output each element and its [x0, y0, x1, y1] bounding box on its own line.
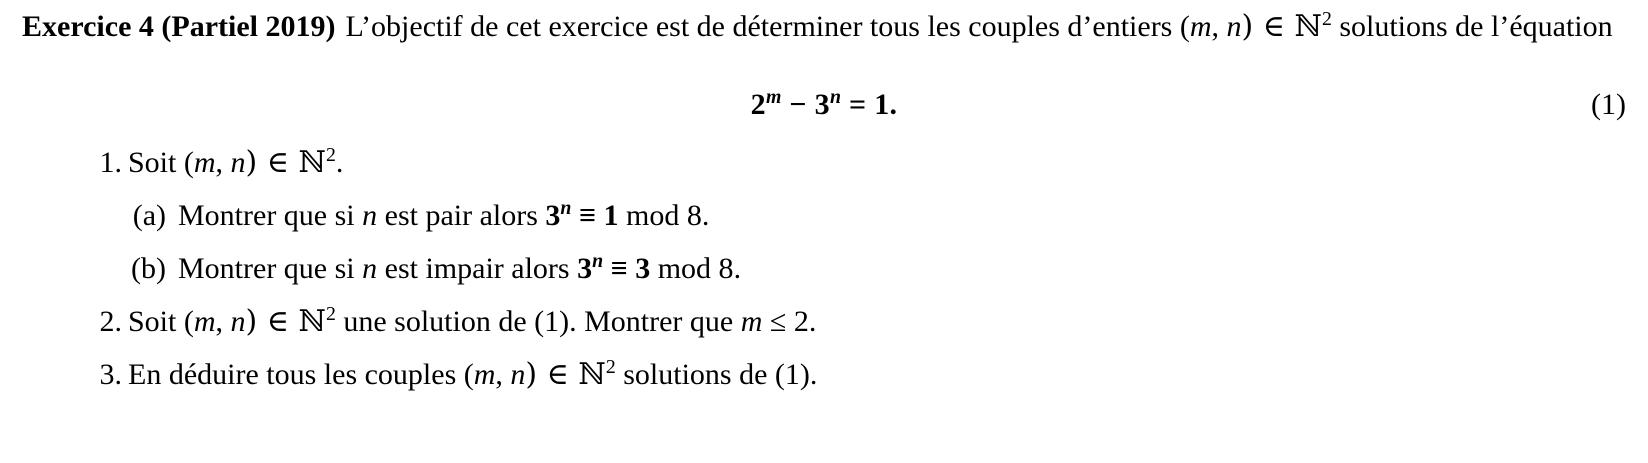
- text-run: ) ∈ ℕ: [525, 357, 606, 392]
- math-exponent: n: [560, 197, 572, 219]
- exercise-intro-paragraph: [22, 6, 1622, 49]
- intro-variable-n: n: [1226, 10, 1242, 43]
- exercise-title: Exercice 4 (Partiel 2019): [22, 10, 336, 43]
- math-variable: m: [740, 305, 763, 338]
- math-expression: 3: [577, 252, 593, 285]
- text-run: ) ∈ ℕ: [245, 145, 326, 180]
- text-run: Montrer que si: [178, 199, 363, 232]
- math-variable: n: [230, 305, 246, 338]
- intro-sentence-tail: solutions de l’équation: [1331, 10, 1613, 43]
- math-variable: n: [230, 146, 246, 179]
- text-run: ≤ 2.: [762, 305, 817, 338]
- equation-right-hand-side: = 1.: [841, 88, 898, 121]
- equation-line: [0, 88, 1648, 134]
- list-item-marker: 1.: [99, 146, 122, 179]
- intro-exponent: 2: [1321, 8, 1332, 30]
- text-run: ,: [215, 305, 231, 338]
- equation-exponent-n: n: [829, 86, 842, 108]
- text-run: .: [701, 199, 710, 232]
- math-expression: 3: [545, 199, 561, 232]
- text-run: une solution de (1). Montrer que: [335, 305, 741, 338]
- math-exponent: 2: [325, 303, 336, 325]
- text-run: est pair alors: [377, 199, 546, 232]
- intro-set-symbol: ) ∈ ℕ: [1241, 9, 1322, 44]
- math-variable: n: [510, 358, 526, 391]
- text-run: .: [335, 146, 344, 179]
- math-variable: m: [193, 146, 216, 179]
- list-item: [0, 303, 1648, 339]
- equation-exponent-m: m: [765, 86, 782, 108]
- text-run: solutions de (1).: [615, 358, 818, 391]
- text-run: Montrer que si: [178, 252, 363, 285]
- text-run: est impair alors: [377, 252, 578, 285]
- text-run: mod 8: [618, 199, 702, 232]
- math-variable: m: [193, 305, 216, 338]
- text-run: ) ∈ ℕ: [245, 304, 326, 339]
- list-item-text: [128, 146, 343, 179]
- intro-comma: ,: [1211, 10, 1227, 43]
- list-item-text: [178, 252, 741, 285]
- equation-base-2: 2: [750, 88, 766, 121]
- question-list: [0, 144, 1648, 413]
- list-item: [0, 356, 1648, 392]
- math-variable: n: [362, 199, 378, 232]
- list-item-marker: (b): [131, 252, 166, 285]
- list-item: [0, 197, 1648, 232]
- equation-base-3: 3: [814, 88, 830, 121]
- math-expression: ≡ 1: [571, 199, 619, 232]
- text-run: ,: [495, 358, 511, 391]
- math-variable: n: [362, 252, 378, 285]
- text-run: Soit (: [128, 146, 194, 179]
- math-exponent: 2: [325, 144, 336, 166]
- math-expression: ≡ 3: [603, 252, 651, 285]
- list-item: [0, 250, 1648, 285]
- equation-number: (1): [1591, 88, 1626, 121]
- intro-variable-m: m: [1189, 10, 1212, 43]
- displayed-equation: [0, 88, 1648, 122]
- list-item-text: [128, 358, 817, 391]
- text-run: ,: [215, 146, 231, 179]
- text-run: En déduire tous les couples (: [128, 358, 474, 391]
- list-item-marker: 2.: [99, 305, 122, 338]
- text-run: .: [733, 252, 742, 285]
- list-item-text: [128, 305, 816, 338]
- list-item-text: [178, 199, 709, 232]
- list-item-marker: (a): [132, 199, 166, 232]
- list-item: [0, 144, 1648, 180]
- intro-sentence-part2: [1180, 10, 1613, 43]
- intro-paren-open: (: [1179, 10, 1190, 43]
- text-run: mod 8: [650, 252, 734, 285]
- intro-sentence-part1: L’objectif de cet exercice est de déterminer tous les couples d’entiers: [345, 10, 1173, 43]
- equation-minus-sign: −: [781, 88, 815, 121]
- text-run: Soit (: [128, 305, 194, 338]
- math-variable: m: [473, 358, 496, 391]
- list-item-marker: 3.: [99, 358, 122, 391]
- math-exponent: n: [592, 250, 604, 272]
- math-exponent: 2: [605, 356, 616, 378]
